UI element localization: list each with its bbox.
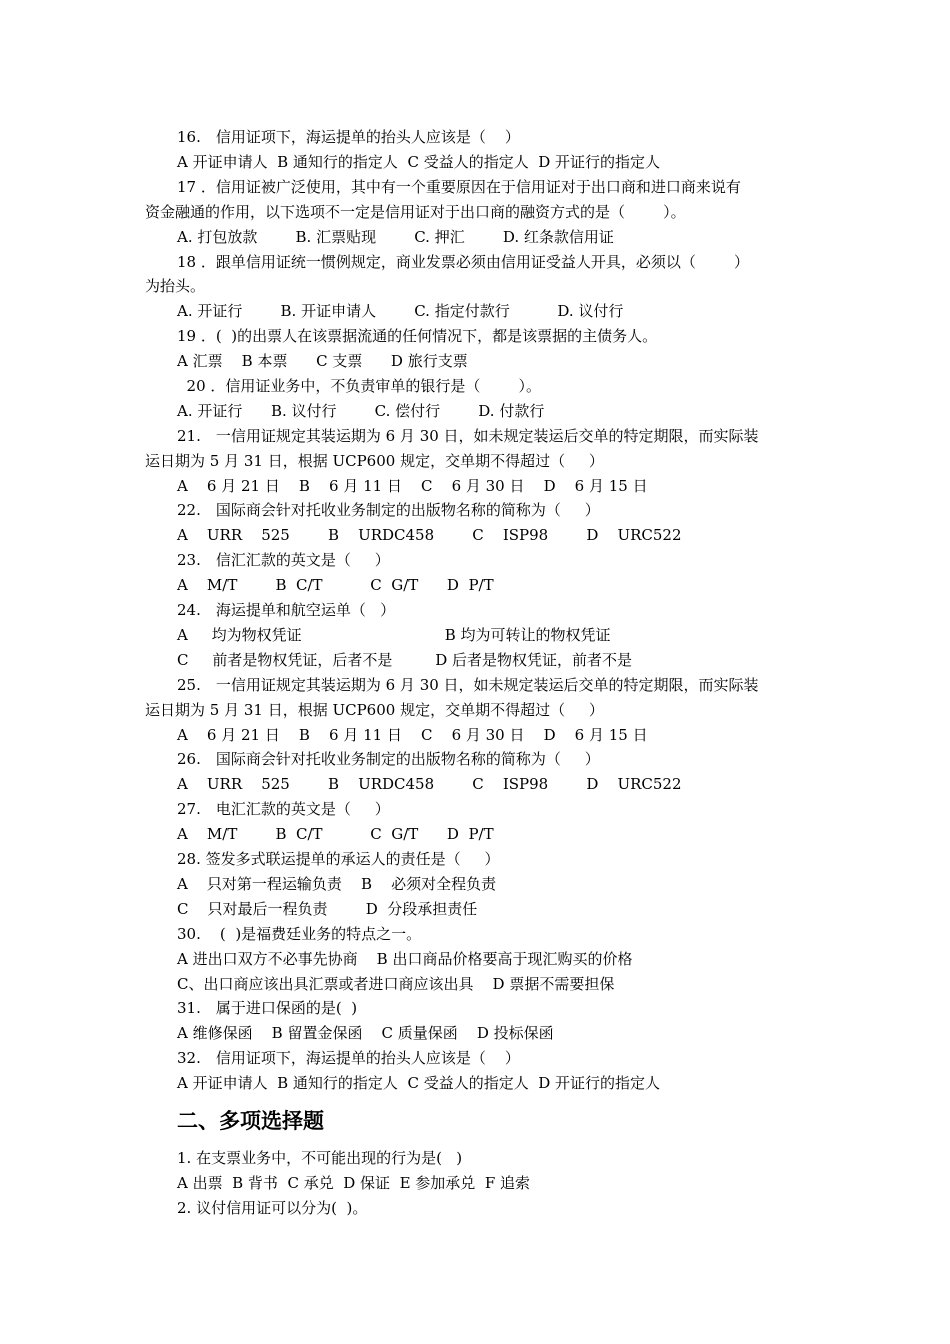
question-27: 27. 电汇汇款的英文是（ ） xyxy=(177,800,390,818)
options-24-b: C 前者是物权凭证，后者不是 D 后者是物权凭证，前者不是 xyxy=(177,651,633,669)
options-25: A 6 月 21 日 B 6 月 11 日 C 6 月 30 日 D 6 月 15 日 xyxy=(177,726,648,744)
question-17-cont: 资金融通的作用，以下选项不一定是信用证对于出口商的融资方式的是（ ）。 xyxy=(145,203,686,221)
options-30-b: C、出口商应该出具汇票或者进口商应该出具 D 票据不需要担保 xyxy=(177,975,615,993)
question-25: 25. 一信用证规定其装运期为 6 月 30 日，如未规定装运后交单的特定期限，而实际装 xyxy=(177,676,759,694)
section-heading: 二、多项选择题 xyxy=(177,1109,324,1133)
options-21: A 6 月 21 日 B 6 月 11 日 C 6 月 30 日 D 6 月 15 日 xyxy=(177,477,648,495)
question-30: 30. ( )是福费廷业务的特点之一。 xyxy=(177,925,422,943)
options-28-b: C 只对最后一程负责 D 分段承担责任 xyxy=(177,900,478,918)
options-27: A M/T B C/T C G/T D P/T xyxy=(177,825,494,843)
question-28: 28. 签发多式联运提单的承运人的责任是（ ） xyxy=(177,850,500,868)
question-31: 31. 属于进口保函的是( ) xyxy=(177,999,358,1017)
question-22: 22. 国际商会针对托收业务制定的出版物名称的简称为（ ） xyxy=(177,501,600,519)
question-16: 16. 信用证项下，海运提单的抬头人应该是（ ） xyxy=(177,128,520,146)
options-20: A. 开证行 B. 议付行 C. 偿付行 D. 付款行 xyxy=(177,402,545,420)
mc-question-2: 2. 议付信用证可以分为( )。 xyxy=(177,1199,368,1217)
options-18: A. 开证行 B. 开证申请人 C. 指定付款行 D. 议付行 xyxy=(177,302,624,320)
options-19: A 汇票 B 本票 C 支票 D 旅行支票 xyxy=(177,352,468,370)
question-19: 19 ．( )的出票人在该票据流通的任何情况下，都是该票据的主债务人。 xyxy=(177,327,658,345)
mc-question-1: 1. 在支票业务中，不可能出现的行为是( ) xyxy=(177,1149,463,1167)
question-21: 21. 一信用证规定其装运期为 6 月 30 日，如未规定装运后交单的特定期限，而实际装 xyxy=(177,427,759,445)
mc-options-1: A 出票 B 背书 C 承兑 D 保证 E 参加承兑 F 追索 xyxy=(177,1174,531,1192)
options-16: A 开证申请人 B 通知行的指定人 C 受益人的指定人 D 开证行的指定人 xyxy=(177,153,661,171)
question-21-cont: 运日期为 5 月 31 日，根据 UCP600 规定，交单期不得超过（ ） xyxy=(145,452,604,470)
question-17: 17 ．信用证被广泛使用，其中有一个重要原因在于信用证对于出口商和进口商来说有 xyxy=(177,178,741,196)
options-22: A URR 525 B URDC458 C ISP98 D URC522 xyxy=(177,526,682,544)
options-28-a: A 只对第一程运输负责 B 必须对全程负责 xyxy=(177,875,497,893)
question-26: 26. 国际商会针对托收业务制定的出版物名称的简称为（ ） xyxy=(177,750,600,768)
options-31: A 维修保函 B 留置金保函 C 质量保函 D 投标保函 xyxy=(177,1024,554,1042)
options-30-a: A 进出口双方不必事先协商 B 出口商品价格要高于现汇购买的价格 xyxy=(177,950,633,968)
question-24: 24. 海运提单和航空运单（ ） xyxy=(177,601,396,619)
question-32: 32. 信用证项下，海运提单的抬头人应该是（ ） xyxy=(177,1049,520,1067)
question-20: 20 ．信用证业务中，不负责审单的银行是（ ）。 xyxy=(177,377,542,395)
question-25-cont: 运日期为 5 月 31 日，根据 UCP600 规定，交单期不得超过（ ） xyxy=(145,701,604,719)
question-23: 23. 信汇汇款的英文是（ ） xyxy=(177,551,390,569)
question-18: 18 ．跟单信用证统一惯例规定，商业发票必须由信用证受益人开具，必须以（ ） xyxy=(177,253,750,271)
options-17: A. 打包放款 B. 汇票贴现 C. 押汇 D. 红条款信用证 xyxy=(177,228,614,246)
options-24-a: A 均为物权凭证 B 均为可转让的物权凭证 xyxy=(177,626,611,644)
options-32: A 开证申请人 B 通知行的指定人 C 受益人的指定人 D 开证行的指定人 xyxy=(177,1074,661,1092)
options-26: A URR 525 B URDC458 C ISP98 D URC522 xyxy=(177,775,682,793)
options-23: A M/T B C/T C G/T D P/T xyxy=(177,576,494,594)
question-18-cont: 为抬头。 xyxy=(145,277,206,295)
